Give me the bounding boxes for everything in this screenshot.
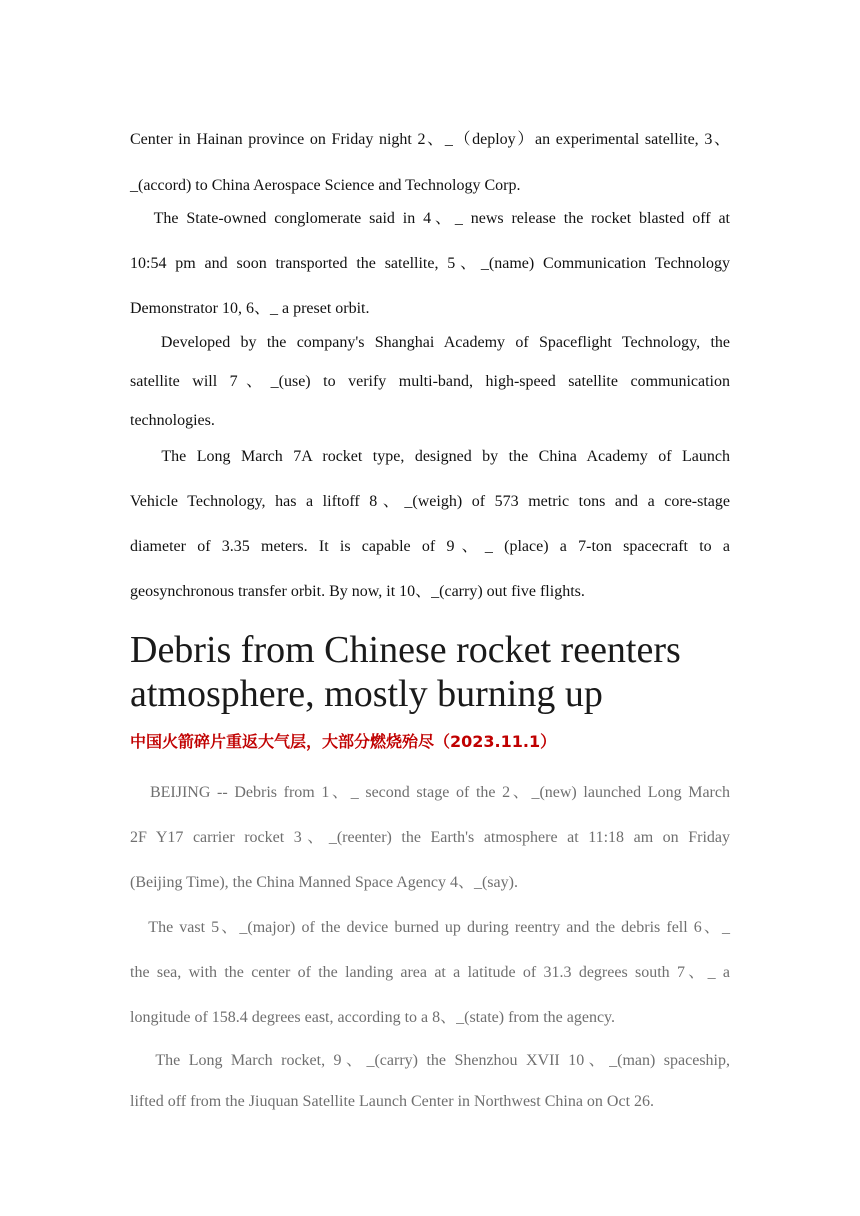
text-line: Center in Hainan province on Friday night 2、_（deploy）an experimental satellite, 3、 xyxy=(130,131,730,148)
article2-paragraph-3 xyxy=(130,1040,730,1122)
text-line: satellite will 7、_(use) to verify multi-band, high-speed satellite communication xyxy=(130,373,730,390)
text-line: 10:54 pm and soon transported the satellite, 5、_(name) Communication Technology xyxy=(130,255,730,272)
article2-subtitle: 中国火箭碎片重返大气层，大部分燃烧殆尽（2023.11.1） xyxy=(130,732,557,751)
text-line: geosynchronous transfer orbit. By now, it 10、_(carry) out five flights. xyxy=(130,583,585,600)
text-line: The Long March rocket, 9、_(carry) the Shenzhou XVII 10、_(man) spaceship, xyxy=(130,1052,730,1069)
text-line: The Long March 7A rocket type, designed by the China Academy of Launch xyxy=(130,448,730,465)
text-line: (Beijing Time), the China Manned Space Agency 4、_(say). xyxy=(130,874,518,891)
text-line: BEIJING -- Debris from 1、_ second stage of the 2、_(new) launched Long March xyxy=(130,784,730,801)
text-line: lifted off from the Jiuquan Satellite Launch Center in Northwest China on Oct 26. xyxy=(130,1093,655,1110)
article1-paragraph-4 xyxy=(130,434,730,614)
text-line: longitude of 158.4 degrees east, according to a 8、_(state) from the agency. xyxy=(130,1009,616,1026)
text-line: the sea, with the center of the landing area at a latitude of 31.3 degrees south 7、_ a xyxy=(130,964,731,981)
article2-paragraph-1 xyxy=(130,770,730,905)
article2-paragraph-2 xyxy=(130,905,730,1040)
text-line: Developed by the company's Shanghai Academy of Spaceflight Technology, the xyxy=(130,334,730,351)
text-line: 2F Y17 carrier rocket 3、_(reenter) the Earth's atmosphere at 11:18 am on Friday xyxy=(130,829,731,846)
text-line: technologies. xyxy=(130,412,215,429)
title-line: atmosphere, mostly burning up xyxy=(130,673,603,715)
text-line: _(accord) to China Aerospace Science and Technology Corp. xyxy=(130,177,521,194)
text-line: Demonstrator 10, 6、_ a preset orbit. xyxy=(130,300,370,317)
text-line: The vast 5、_(major) of the device burned up during reentry and the debris fell 6、_ xyxy=(130,919,731,936)
article1-paragraph-3 xyxy=(130,323,730,440)
article2-title xyxy=(130,628,750,716)
title-line: Debris from Chinese rocket reenters xyxy=(130,629,681,671)
article1-paragraph-2 xyxy=(130,196,730,331)
text-line: diameter of 3.35 meters. It is capable of 9、_ (place) a 7-ton spacecraft to a xyxy=(130,538,730,555)
text-line: Vehicle Technology, has a liftoff 8、_(weigh) of 573 metric tons and a core-stage xyxy=(130,493,730,510)
text-line: The State-owned conglomerate said in 4、_ news release the rocket blasted off at xyxy=(130,210,731,227)
